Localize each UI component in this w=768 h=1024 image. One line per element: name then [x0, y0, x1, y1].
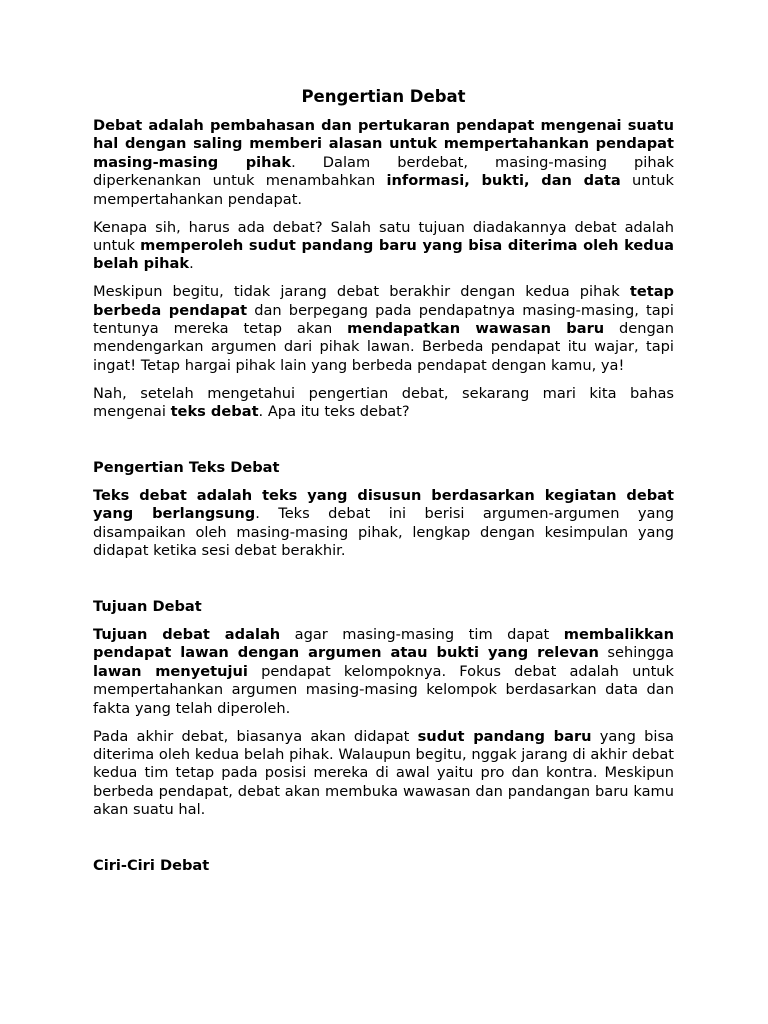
bold-text-run: membalikkan pendapat lawan dengan argumen atau bukti yang relevan	[93, 626, 674, 662]
bold-text-run: mendapatkan wawasan baru	[347, 320, 605, 338]
text-run: untuk mempertahankan pendapat.	[93, 172, 674, 208]
text-run: agar masing-masing tim dapat	[280, 626, 564, 644]
bold-text-run: sudut pandang baru	[417, 727, 592, 745]
bold-text-run: tetap berbeda pendapat	[93, 283, 674, 319]
text-run: .	[189, 255, 194, 273]
bold-text-run: Teks debat adalah teks yang disusun berdasarkan kegiatan debat yang berlangsung	[93, 487, 674, 523]
paragraph-purpose-intro	[93, 219, 674, 274]
text-run: Nah, setelah mengetahui pengertian debat, sekarang mari kita bahas mengenai	[93, 384, 674, 421]
bold-text-run: informasi, bukti, dan data	[386, 172, 621, 190]
text-run: pendapat kelompoknya. Fokus debat adalah untuk mempertahankan argumen masing-masing kelompok berdasarkan data dan fakta yang telah diperoleh.	[93, 662, 674, 717]
bold-text-run: lawan menyetujui	[93, 662, 248, 680]
spacer	[93, 431, 674, 459]
paragraph-tujuan-debat	[93, 626, 674, 718]
paragraph-teks-debat	[93, 487, 674, 561]
page-title: Pengertian Debat	[301, 87, 466, 106]
text-run: yang bisa diterima oleh kedua belah pihak. Walaupun begitu, nggak jarang di akhir debat kedua tim tetap pada posisi mereka di awal yaitu pro dan kontra. Meskipun berbeda pendapat, debat akan membuka wawasan dan pandangan baru kamu akan suatu hal.	[93, 727, 674, 819]
text-run: Kenapa sih, harus ada debat? Salah satu tujuan diadakannya debat adalah untuk	[93, 218, 674, 254]
paragraph-definition	[93, 117, 674, 209]
text-run: Pada akhir debat, biasanya akan didapat	[93, 727, 418, 745]
heading-tujuan-debat: Tujuan Debat	[93, 598, 202, 616]
text-run: dengan mendengarkan argumen dari pihak lawan. Berbeda pendapat itu wajar, tapi ingat! Tetap hargai pihak lain yang berbeda pendapat dengan kamu, ya!	[93, 320, 674, 374]
text-run: . Teks debat ini berisi argumen-argumen yang disampaikan oleh masing-masing pihak, lengkap dengan kesimpulan yang didapat ketika sesi debat berakhir.	[93, 505, 674, 560]
text-run: Meskipun begitu, tidak jarang debat berakhir dengan kedua pihak	[93, 283, 630, 301]
bold-text-run: Debat adalah pembahasan dan pertukaran pendapat mengenai suatu hal dengan saling memberi alasan untuk mempertahankan pendapat masing-masing pihak	[93, 117, 674, 171]
bold-text-run: memperoleh sudut pandang baru yang bisa diterima oleh kedua belah pihak	[93, 236, 674, 273]
document-body	[93, 86, 674, 885]
bold-text-run: teks debat	[170, 403, 259, 421]
text-run: . Apa itu teks debat?	[258, 403, 410, 421]
spacer	[93, 829, 674, 857]
text-run: sehingga	[598, 644, 674, 662]
spacer	[93, 570, 674, 598]
bold-text-run: Tujuan debat adalah	[93, 626, 281, 644]
text-run: dan berpegang pada pendapatnya masing-masing, tapi tentunya mereka tetap akan	[93, 301, 674, 338]
heading-teks-debat: Pengertian Teks Debat	[93, 459, 280, 477]
paragraph-akhir-debat	[93, 728, 674, 820]
text-run: . Dalam berdebat, masing-masing pihak diperkenankan untuk menambahkan	[93, 153, 674, 190]
heading-ciri-debat: Ciri-Ciri Debat	[93, 857, 210, 875]
paragraph-different-opinions	[93, 283, 674, 375]
paragraph-transition	[93, 385, 674, 422]
